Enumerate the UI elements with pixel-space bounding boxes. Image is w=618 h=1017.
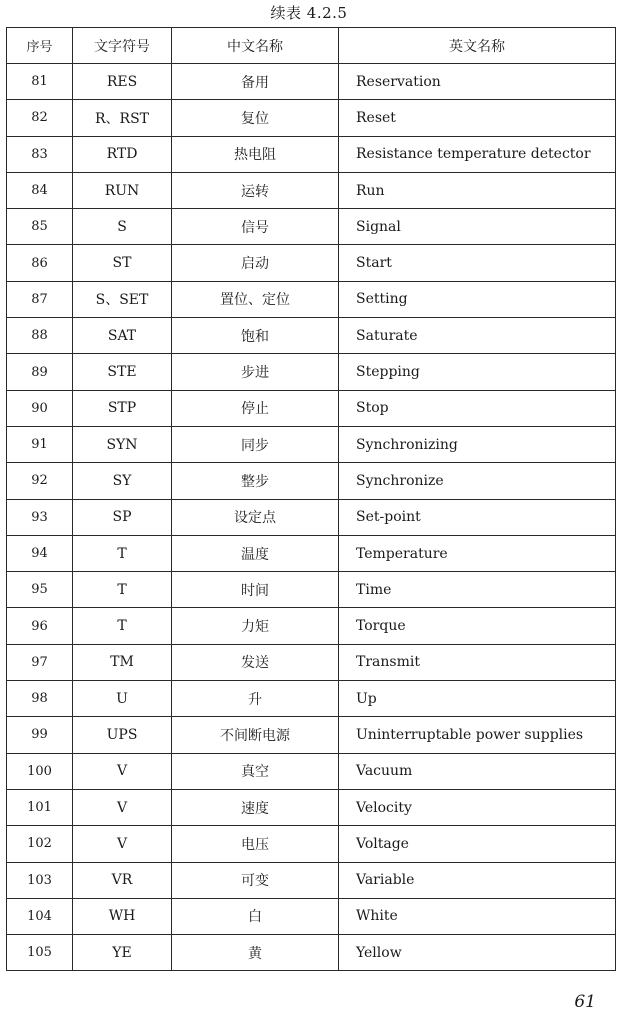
chinese-name-cell: 同步 <box>172 426 339 462</box>
serial-number-cell: 84 <box>7 172 73 208</box>
table-row <box>7 390 616 426</box>
table-row <box>7 789 616 825</box>
table-row <box>7 209 616 245</box>
table-row <box>7 608 616 644</box>
table-row <box>7 318 616 354</box>
english-name-cell: Yellow <box>339 935 616 971</box>
table-row <box>7 898 616 934</box>
chinese-name-cell: 温度 <box>172 535 339 571</box>
serial-number-cell: 104 <box>7 898 73 934</box>
chinese-name-cell: 设定点 <box>172 499 339 535</box>
chinese-name-cell: 真空 <box>172 753 339 789</box>
table-row <box>7 499 616 535</box>
symbol-cell: T <box>73 535 172 571</box>
header-serial-number: 序号 <box>7 28 73 64</box>
english-name-cell: Uninterruptable power supplies <box>339 717 616 753</box>
english-name-cell: Transmit <box>339 644 616 680</box>
chinese-name-cell: 运转 <box>172 172 339 208</box>
serial-number-cell: 103 <box>7 862 73 898</box>
serial-number-cell: 87 <box>7 281 73 317</box>
table-row <box>7 572 616 608</box>
serial-number-cell: 85 <box>7 209 73 245</box>
chinese-name-cell: 饱和 <box>172 318 339 354</box>
chinese-name-cell: 电压 <box>172 826 339 862</box>
english-name-cell: Resistance temperature detector <box>339 136 616 172</box>
chinese-name-cell: 热电阻 <box>172 136 339 172</box>
serial-number-cell: 88 <box>7 318 73 354</box>
header-chinese-name: 中文名称 <box>172 28 339 64</box>
serial-number-cell: 92 <box>7 463 73 499</box>
symbol-cell: SY <box>73 463 172 499</box>
symbol-table <box>6 27 616 971</box>
symbol-cell: T <box>73 608 172 644</box>
header-row <box>7 28 616 64</box>
table-row <box>7 64 616 100</box>
chinese-name-cell: 不间断电源 <box>172 717 339 753</box>
english-name-cell: Synchronizing <box>339 426 616 462</box>
serial-number-cell: 95 <box>7 572 73 608</box>
table-row <box>7 136 616 172</box>
symbol-cell: S、SET <box>73 281 172 317</box>
english-name-cell: Up <box>339 681 616 717</box>
symbol-cell: SYN <box>73 426 172 462</box>
english-name-cell: Reservation <box>339 64 616 100</box>
table-row <box>7 935 616 971</box>
symbol-cell: VR <box>73 862 172 898</box>
chinese-name-cell: 复位 <box>172 100 339 136</box>
table-row <box>7 826 616 862</box>
chinese-name-cell: 力矩 <box>172 608 339 644</box>
chinese-name-cell: 白 <box>172 898 339 934</box>
chinese-name-cell: 时间 <box>172 572 339 608</box>
table-caption: 续表 4.2.5 <box>270 4 348 22</box>
english-name-cell: Variable <box>339 862 616 898</box>
serial-number-cell: 82 <box>7 100 73 136</box>
table-row <box>7 100 616 136</box>
serial-number-cell: 90 <box>7 390 73 426</box>
serial-number-cell: 97 <box>7 644 73 680</box>
table-row <box>7 245 616 281</box>
symbol-cell: U <box>73 681 172 717</box>
table-row <box>7 644 616 680</box>
symbol-cell: ST <box>73 245 172 281</box>
table-row <box>7 426 616 462</box>
chinese-name-cell: 置位、定位 <box>172 281 339 317</box>
header-english-name: 英文名称 <box>339 28 616 64</box>
english-name-cell: Signal <box>339 209 616 245</box>
table-row <box>7 535 616 571</box>
table-row <box>7 281 616 317</box>
english-name-cell: White <box>339 898 616 934</box>
serial-number-cell: 93 <box>7 499 73 535</box>
table-row <box>7 862 616 898</box>
symbol-cell: V <box>73 826 172 862</box>
english-name-cell: Temperature <box>339 535 616 571</box>
english-name-cell: Time <box>339 572 616 608</box>
symbol-cell: WH <box>73 898 172 934</box>
chinese-name-cell: 信号 <box>172 209 339 245</box>
symbol-cell: STP <box>73 390 172 426</box>
english-name-cell: Synchronize <box>339 463 616 499</box>
english-name-cell: Stepping <box>339 354 616 390</box>
symbol-cell: V <box>73 753 172 789</box>
english-name-cell: Voltage <box>339 826 616 862</box>
english-name-cell: Setting <box>339 281 616 317</box>
serial-number-cell: 83 <box>7 136 73 172</box>
symbol-cell: STE <box>73 354 172 390</box>
serial-number-cell: 94 <box>7 535 73 571</box>
table-row <box>7 463 616 499</box>
symbol-cell: RUN <box>73 172 172 208</box>
symbol-cell: T <box>73 572 172 608</box>
symbol-cell: TM <box>73 644 172 680</box>
english-name-cell: Vacuum <box>339 753 616 789</box>
english-name-cell: Reset <box>339 100 616 136</box>
table-row <box>7 717 616 753</box>
chinese-name-cell: 升 <box>172 681 339 717</box>
symbol-cell: YE <box>73 935 172 971</box>
chinese-name-cell: 速度 <box>172 789 339 825</box>
serial-number-cell: 81 <box>7 64 73 100</box>
serial-number-cell: 99 <box>7 717 73 753</box>
english-name-cell: Run <box>339 172 616 208</box>
symbol-cell: R、RST <box>73 100 172 136</box>
serial-number-cell: 96 <box>7 608 73 644</box>
english-name-cell: Velocity <box>339 789 616 825</box>
symbol-cell: SAT <box>73 318 172 354</box>
symbol-cell: RTD <box>73 136 172 172</box>
table-row <box>7 681 616 717</box>
page-number: 61 <box>574 992 596 1012</box>
chinese-name-cell: 发送 <box>172 644 339 680</box>
symbol-cell: V <box>73 789 172 825</box>
serial-number-cell: 100 <box>7 753 73 789</box>
serial-number-cell: 98 <box>7 681 73 717</box>
chinese-name-cell: 黄 <box>172 935 339 971</box>
serial-number-cell: 86 <box>7 245 73 281</box>
symbol-cell: UPS <box>73 717 172 753</box>
english-name-cell: Torque <box>339 608 616 644</box>
header-symbol: 文字符号 <box>73 28 172 64</box>
chinese-name-cell: 步进 <box>172 354 339 390</box>
symbol-cell: RES <box>73 64 172 100</box>
chinese-name-cell: 停止 <box>172 390 339 426</box>
english-name-cell: Set-point <box>339 499 616 535</box>
symbol-cell: S <box>73 209 172 245</box>
chinese-name-cell: 启动 <box>172 245 339 281</box>
serial-number-cell: 89 <box>7 354 73 390</box>
serial-number-cell: 91 <box>7 426 73 462</box>
serial-number-cell: 102 <box>7 826 73 862</box>
symbol-cell: SP <box>73 499 172 535</box>
table-row <box>7 172 616 208</box>
english-name-cell: Start <box>339 245 616 281</box>
table-header <box>7 28 616 64</box>
chinese-name-cell: 整步 <box>172 463 339 499</box>
english-name-cell: Saturate <box>339 318 616 354</box>
chinese-name-cell: 可变 <box>172 862 339 898</box>
table-row <box>7 354 616 390</box>
table-row <box>7 753 616 789</box>
serial-number-cell: 105 <box>7 935 73 971</box>
table-body <box>7 64 616 971</box>
english-name-cell: Stop <box>339 390 616 426</box>
chinese-name-cell: 备用 <box>172 64 339 100</box>
serial-number-cell: 101 <box>7 789 73 825</box>
